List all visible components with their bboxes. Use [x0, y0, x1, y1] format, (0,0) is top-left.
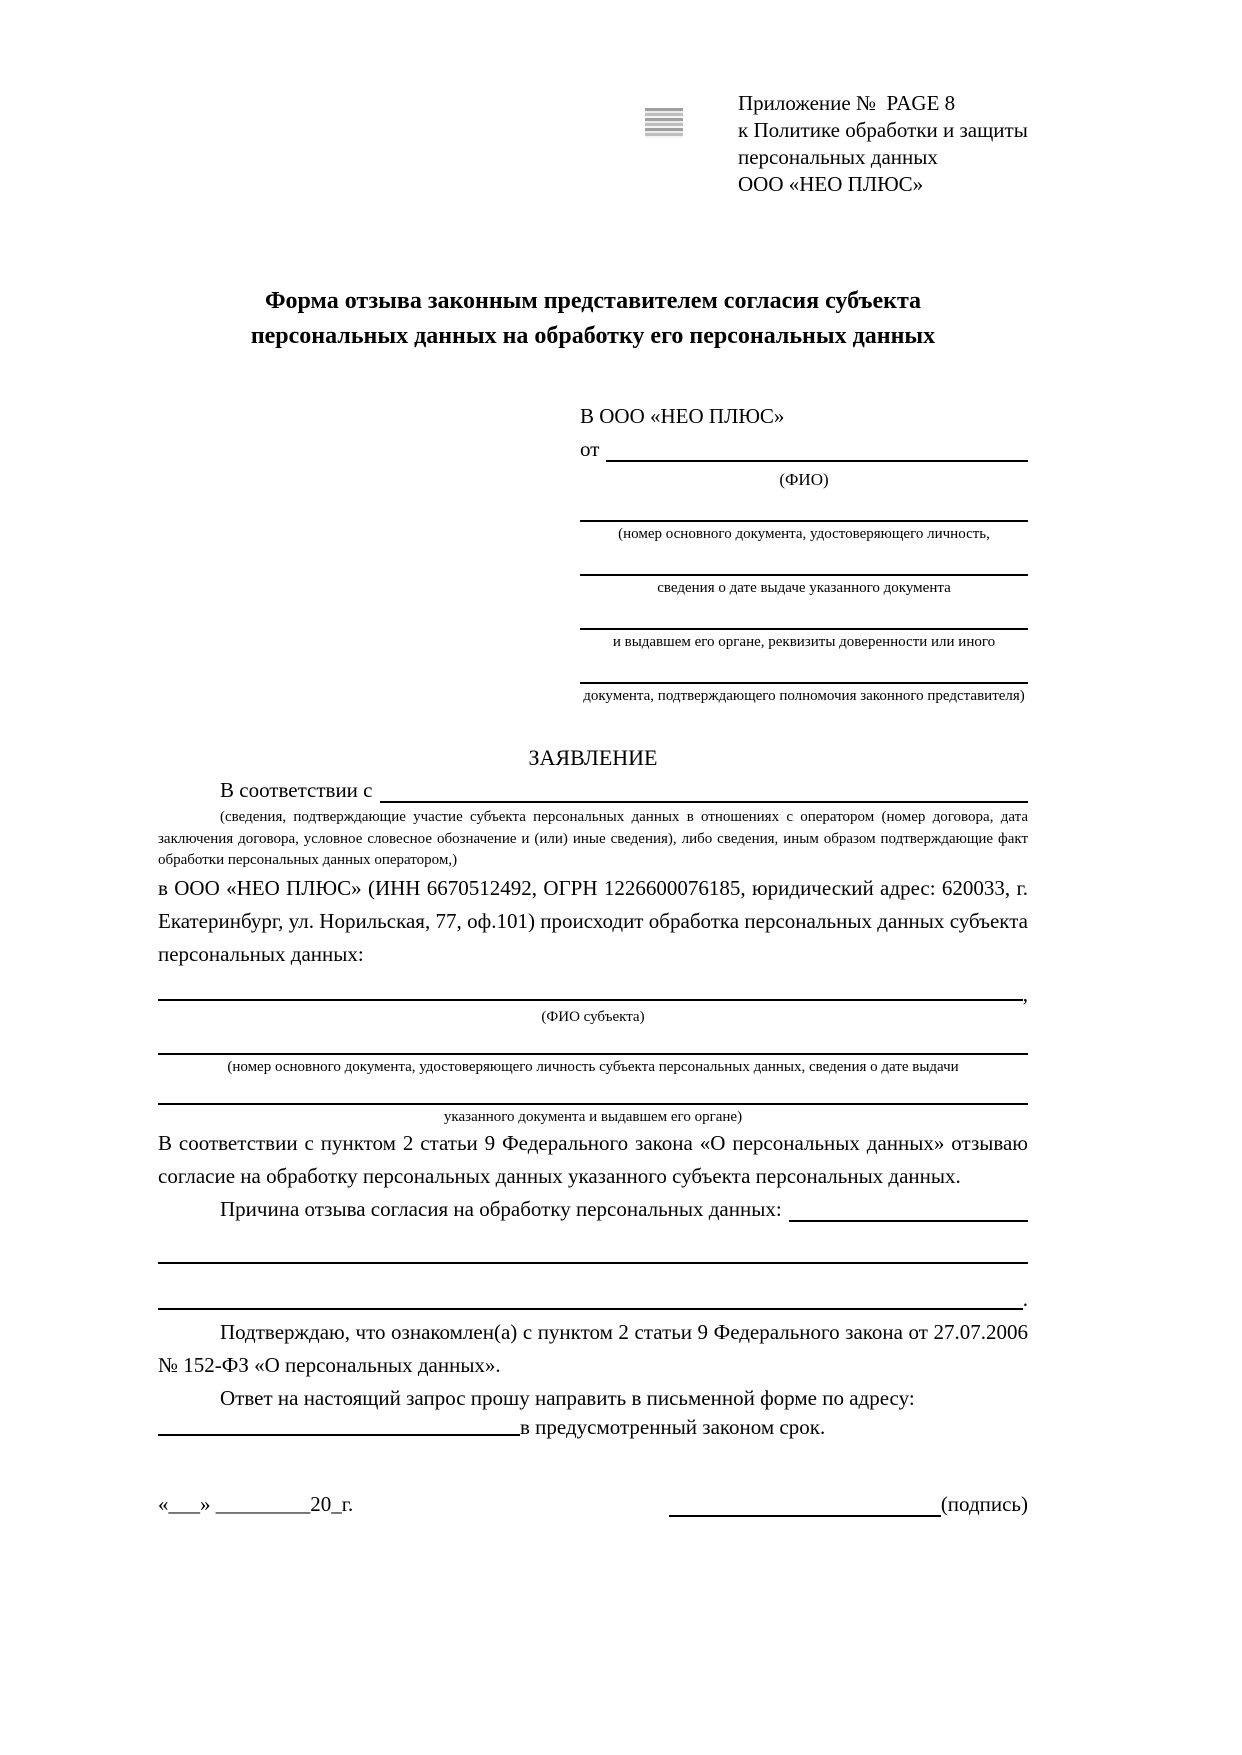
subject-fio-blank-field[interactable] — [158, 999, 1023, 1001]
issue-date-caption: сведения о дате выдаче указанного документа — [657, 580, 951, 596]
appendix-header — [738, 90, 1028, 198]
authority-doc-caption: документа, подтверждающего полномочия законного представителя) — [583, 688, 1025, 704]
basis-blank-field[interactable] — [380, 801, 1029, 803]
appendix-number-line: Приложение № PAGE 8 — [738, 91, 956, 115]
issuer-blank-field[interactable] — [580, 628, 1028, 630]
reply-tail-text: в предусмотренный законом срок. — [520, 1414, 826, 1439]
signature-blank-field[interactable] — [669, 1515, 941, 1517]
reason-blank-line-2-row — [158, 1288, 1028, 1310]
reply-paragraph: Ответ на настоящий запрос прошу направить в письменной форме по адресу: — [220, 1385, 915, 1410]
subject-fio-caption: (ФИО субъекта) — [541, 1008, 645, 1025]
issuer-row — [580, 628, 1028, 652]
confirm-paragraph: Подтверждаю, что ознакомлен(а) с пунктом 2 статьи 9 Федерального закона от 27.07.2006 № 152-ФЗ «О персональных данных». — [158, 1319, 1028, 1377]
doc-number-caption: (номер основного документа, удостоверяющего личность, — [618, 526, 990, 542]
addressee-block — [580, 400, 1028, 706]
reason-blank-line-1[interactable] — [158, 1262, 1028, 1264]
doc-number-row — [580, 520, 1028, 544]
operator-paragraph: в ООО «НЕО ПЛЮС» (ИНН 6670512492, ОГРН 1226600076185, юридический адрес: 620033, г. Екатеринбург, ул. Норильская, 77, оф.101) происходит обработка персональных данных субъекта персональных данных: — [158, 875, 1028, 966]
doc-number-blank-field[interactable] — [580, 520, 1028, 522]
authority-doc-row — [580, 682, 1028, 706]
reason-blank-line-2[interactable] — [158, 1308, 1023, 1310]
signature-footer — [158, 1488, 1028, 1521]
addressee-org: В ООО «НЕО ПЛЮС» — [580, 404, 785, 428]
authority-doc-blank-field[interactable] — [580, 682, 1028, 684]
withdraw-paragraph: В соответствии с пунктом 2 статьи 9 Федерального закона «О персональных данных» отзываю согласие на обработку персональных данных указанного субъекта персональных данных. — [158, 1130, 1028, 1188]
page-header — [158, 90, 1028, 198]
policy-reference-line2: персональных данных — [738, 145, 938, 169]
subject-doc-blank-field-2[interactable] — [158, 1103, 1028, 1105]
title-line-1: Форма отзыва законным представителем согласия субъекта — [264, 288, 922, 314]
subject-fio-trailing-comma: , — [1022, 981, 1028, 1006]
issue-date-blank-field[interactable] — [580, 574, 1028, 576]
subject-doc-blank-field[interactable] — [158, 1053, 1028, 1055]
statement-heading: ЗАЯВЛЕНИЕ — [528, 745, 658, 770]
in-accordance-label: В соответствии с — [220, 778, 373, 802]
from-row — [580, 433, 1028, 466]
in-accordance-row — [158, 774, 1028, 807]
blurred-text-lines-icon — [645, 108, 683, 138]
basis-explanation-small-print: (сведения, подтверждающие участие субъекта персональных данных в отношениях с оператором (номер договора, дата заключения договора, условное словесное обозначение и (или) иные сведения), либо сведения, иным образом подтверждающие факт обработки персональных данных оператором,) — [158, 809, 1028, 868]
issue-date-row — [580, 574, 1028, 598]
fio-caption: (ФИО) — [779, 470, 829, 489]
reply-address-blank-field[interactable] — [158, 1434, 520, 1436]
signature-group — [669, 1488, 1028, 1521]
issuer-caption: и выдавшем его органе, реквизиты доверенности или иного — [612, 634, 996, 650]
company-name: ООО «НЕО ПЛЮС» — [738, 172, 924, 196]
reply-address-row — [158, 1415, 1028, 1440]
subject-doc-caption-1: (номер основного документа, удостоверяющего личность субъекта персональных данных, сведения о дате выдачи — [227, 1058, 959, 1075]
reason-trailing-period: . — [1022, 1286, 1028, 1311]
document-title — [158, 284, 1028, 354]
policy-reference-line: к Политике обработки и защиты — [738, 118, 1028, 142]
subject-fio-row — [158, 983, 1028, 1005]
signature-caption: (подпись) — [940, 1491, 1028, 1516]
from-fio-blank-field[interactable] — [606, 460, 1028, 462]
reason-row — [158, 1193, 1028, 1226]
reason-blank-field[interactable] — [789, 1220, 1028, 1222]
from-label: от — [580, 437, 600, 461]
subject-doc-caption-2: указанного документа и выдавшем его органе) — [443, 1108, 743, 1125]
title-line-2: персональных данных на обработку его персональных данных — [250, 323, 936, 349]
reason-label: Причина отзыва согласия на обработку персональных данных: — [220, 1196, 782, 1221]
date-blank-line[interactable]: «___» _________20_г. — [158, 1491, 354, 1516]
